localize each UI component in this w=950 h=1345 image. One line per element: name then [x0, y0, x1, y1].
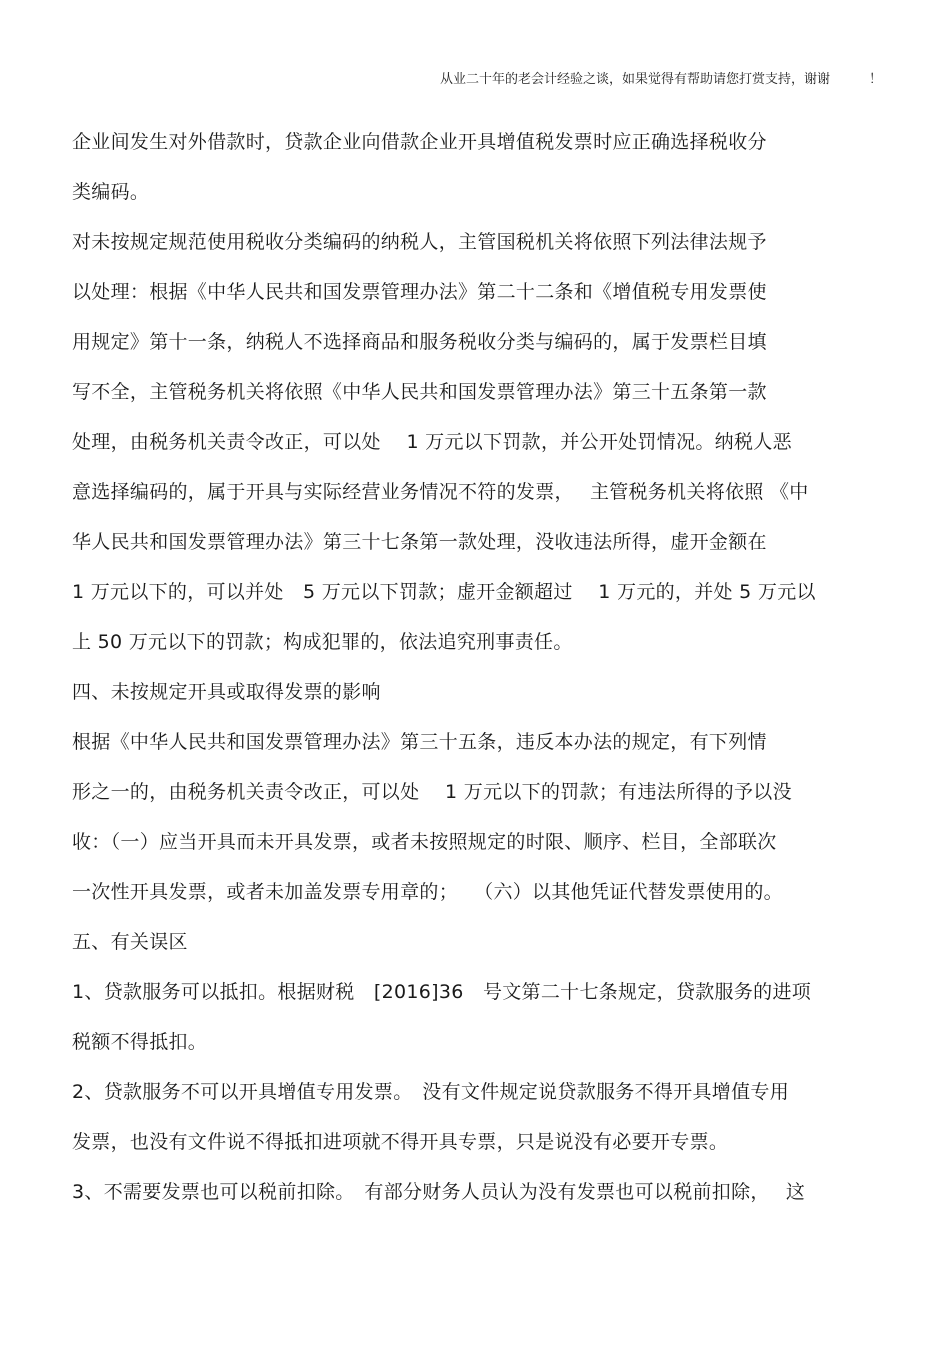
text-line: 处理，由税务机关责令改正，可以处 1 万元以下罚款，并公开处罚情况。纳税人恶 [72, 431, 792, 453]
text-line: 写不全，主管税务机关将依照《中华人民共和国发票管理办法》第三十五条第一款 [72, 381, 767, 403]
text-line: 2、贷款服务不可以开具增值专用发票。 没有文件规定说贷款服务不得开具增值专用 [72, 1081, 789, 1103]
document-body [72, 124, 882, 1224]
header-note: 从业二十年的老会计经验之谈，如果觉得有帮助请您打赏支持，谢谢 ！ [440, 72, 883, 87]
section-heading: 四、未按规定开具或取得发票的影响 [72, 681, 381, 703]
text-line: 1 万元以下的，可以并处 5 万元以下罚款；虚开金额超过 1 万元的，并处 5 万元以 [72, 581, 816, 603]
text-line: 类编码。 [72, 181, 150, 203]
text-line: 上 50 万元以下的罚款；构成犯罪的，依法追究刑事责任。 [72, 631, 573, 653]
text-line: 根据《中华人民共和国发票管理办法》第三十五条，违反本办法的规定，有下列情 [72, 731, 767, 753]
text-line: 用规定》第十一条，纳税人不选择商品和服务税收分类与编码的，属于发票栏目填 [72, 331, 767, 353]
text-line: 形之一的，由税务机关责令改正，可以处 1 万元以下的罚款；有违法所得的予以没 [72, 781, 792, 803]
text-line: 一次性开具发票，或者未加盖发票专用章的； （六）以其他凭证代替发票使用的。 [72, 881, 783, 903]
text-line: 税额不得抵扣。 [72, 1031, 208, 1053]
text-line: 以处理：根据《中华人民共和国发票管理办法》第二十二条和《增值税专用发票使 [72, 281, 767, 303]
text-line: 对未按规定规范使用税收分类编码的纳税人，主管国税机关将依照下列法律法规予 [72, 231, 767, 253]
text-line: 企业间发生对外借款时，贷款企业向借款企业开具增值税发票时应正确选择税收分 [72, 131, 767, 153]
text-line: 收：（一）应当开具而未开具发票，或者未按照规定的时限、顺序、栏目，全部联次 [72, 831, 777, 853]
text-line: 3、不需要发票也可以税前扣除。 有部分财务人员认为没有发票也可以税前扣除， 这 [72, 1181, 806, 1203]
text-line: 华人民共和国发票管理办法》第三十七条第一款处理，没收违法所得，虚开金额在 [72, 531, 767, 553]
text-line: 意选择编码的，属于开具与实际经营业务情况不符的发票， 主管税务机关将依照 《中 [72, 481, 809, 503]
section-heading: 五、有关误区 [72, 931, 188, 953]
text-line: 1、贷款服务可以抵扣。根据财税 [2016]36 号文第二十七条规定，贷款服务的进项 [72, 981, 812, 1003]
text-line: 发票，也没有文件说不得抵扣进项就不得开具专票，只是说没有必要开专票。 [72, 1131, 729, 1153]
